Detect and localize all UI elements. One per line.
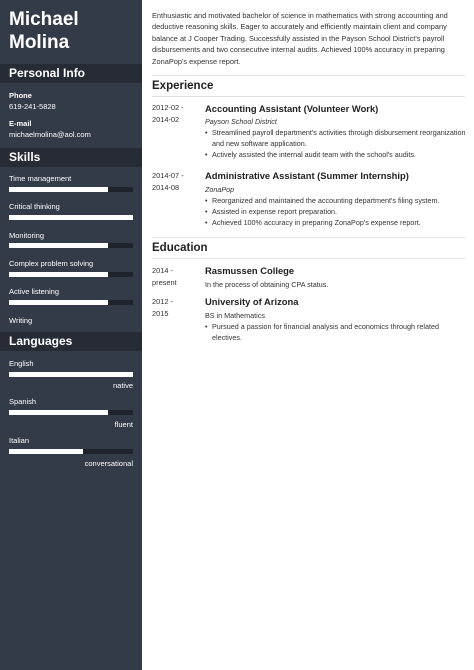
- education-start: 2012 -: [152, 297, 173, 306]
- job-company: ZonaPop: [205, 185, 235, 194]
- education-start: 2014 -: [152, 266, 173, 275]
- language-name: English: [9, 359, 34, 368]
- skill-name: Monitoring: [9, 231, 45, 240]
- language-bar: [9, 410, 133, 415]
- job-dates: [152, 102, 184, 126]
- main-content: [142, 0, 474, 670]
- language-bar-fill: [9, 410, 108, 415]
- skill-name: Writing: [9, 316, 33, 325]
- skill-bar: [9, 187, 133, 192]
- skills-heading: Skills: [0, 148, 142, 167]
- job-end: 2014-08: [152, 183, 180, 192]
- email-value: michaelmolina@aol.com: [9, 130, 91, 139]
- divider: [152, 258, 465, 259]
- languages-heading: Languages: [0, 332, 142, 351]
- language-bar-fill: [9, 372, 133, 377]
- education-dates: [152, 265, 177, 289]
- skill-name: Time management: [9, 174, 72, 183]
- candidate-name: [9, 8, 79, 54]
- education-bullet: • Pursued a passion for financial analysis and economics through related electives.: [205, 321, 467, 343]
- language-bar: [9, 449, 133, 454]
- job-company: Payson School District: [205, 117, 277, 126]
- job-bullet: • Actively assisted the internal audit team with the school's audits.: [205, 149, 467, 160]
- sidebar: [0, 0, 142, 670]
- summary: Enthusiastic and motivated bachelor of science in mathematics with strong accounting and deductive reasoning skills. Eager to accurately and efficiently maintain client and company balance at J Cooper Trading. Successfully assisted in the Payson School District's payroll disbursements and two consecutive internal audits. Achieved 100% accuracy in preparing ZonaPop's expense report.: [152, 11, 448, 66]
- education-degree: BS in Mathematics: [205, 311, 265, 320]
- job-start: 2012-02 -: [152, 103, 184, 112]
- job-bullet: • Reorganized and maintained the accounting department's filing system.: [205, 195, 467, 206]
- education-end: 2015: [152, 309, 169, 318]
- skill-bar-fill: [9, 215, 133, 220]
- language-level: native: [112, 381, 133, 390]
- skill-name: Complex problem solving: [9, 259, 94, 268]
- experience-heading: Experience: [152, 80, 214, 92]
- education-detail: In the process of obtaining CPA status.: [205, 280, 329, 289]
- skill-name: Critical thinking: [9, 202, 60, 211]
- education-dates: [152, 296, 173, 320]
- job-bullet: • Assisted in expense report preparation.: [205, 206, 467, 217]
- skill-bar: [9, 300, 133, 305]
- language-bar-fill: [9, 449, 83, 454]
- divider: [152, 75, 465, 76]
- last-name: Molina: [9, 32, 70, 53]
- skill-name: Active listening: [9, 287, 60, 296]
- divider: [152, 237, 465, 238]
- skill-bar: [9, 215, 133, 220]
- language-level: fluent: [114, 420, 133, 429]
- education-end: present: [152, 278, 177, 287]
- education-bullets: [205, 321, 467, 343]
- language-name: Italian: [9, 436, 30, 445]
- job-bullet: • Achieved 100% accuracy in preparing ZonaPop's expense report.: [205, 217, 467, 228]
- language-level: conversational: [84, 459, 133, 468]
- personal-info-heading: Personal Info: [0, 64, 142, 83]
- skill-bar: [9, 272, 133, 277]
- divider: [152, 96, 465, 97]
- education-heading: Education: [152, 242, 208, 254]
- skill-bar-fill: [9, 243, 108, 248]
- skill-bar-fill: [9, 272, 108, 277]
- skill-bar-fill: [9, 187, 108, 192]
- email-label: E-mail: [9, 119, 32, 128]
- phone-value: 619-241-5828: [9, 102, 56, 111]
- school-name: Rasmussen College: [205, 265, 295, 276]
- phone-label: Phone: [9, 91, 32, 100]
- job-bullets: [205, 195, 467, 229]
- job-start: 2014-07 -: [152, 171, 184, 180]
- language-name: Spanish: [9, 397, 37, 406]
- language-bar: [9, 372, 133, 377]
- job-bullet: • Streamlined payroll department's activities through disbursement reorganization and new software application.: [205, 127, 467, 149]
- job-title: Accounting Assistant (Volunteer Work): [205, 103, 379, 114]
- job-dates: [152, 170, 184, 194]
- school-name: University of Arizona: [205, 296, 299, 307]
- job-bullets: [205, 127, 467, 161]
- skill-bar: [9, 243, 133, 248]
- job-title: Administrative Assistant (Summer Internship): [205, 170, 409, 181]
- first-name: Michael: [9, 9, 79, 30]
- skill-bar-fill: [9, 300, 108, 305]
- job-end: 2014-02: [152, 115, 180, 124]
